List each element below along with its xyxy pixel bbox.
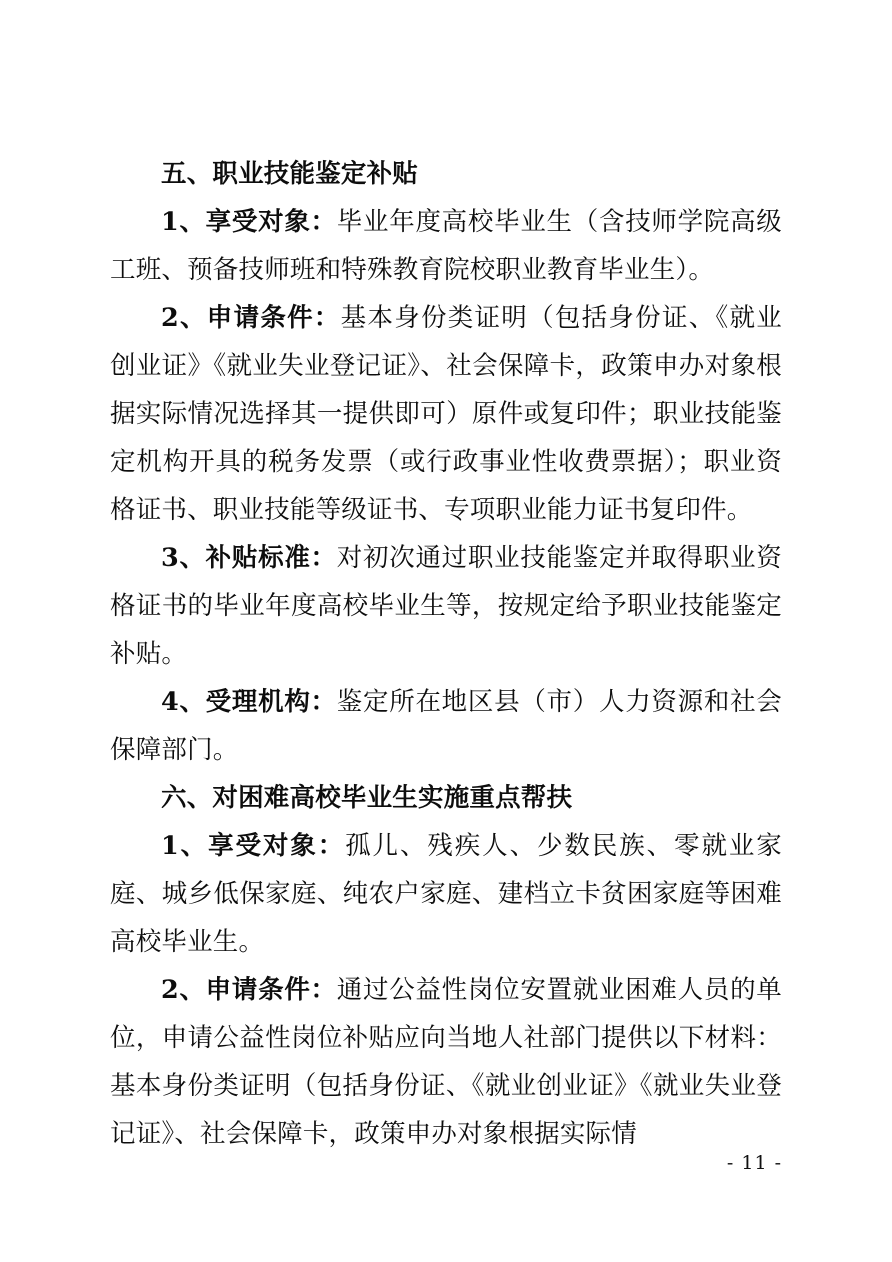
paragraph-text: 毕业年度高校毕业生（含技师学院高级工班、预备技师班和特殊教育院校职业教育毕业生）。: [110, 207, 782, 285]
paragraph-5-2: [110, 294, 782, 534]
paragraph-6-2: [110, 966, 782, 1158]
paragraph-label: 2、申请条件：: [161, 975, 337, 1005]
paragraph-label: 3、补贴标准：: [161, 543, 337, 573]
paragraph-text: 孤儿、残疾人、少数民族、零就业家庭、城乡低保家庭、纯农户家庭、建档立卡贫困家庭等困难高校毕业生。: [110, 831, 782, 957]
paragraph-6-1: [110, 822, 782, 966]
paragraph-5-3: [110, 534, 782, 678]
paragraph-text: 通过公益性岗位安置就业困难人员的单位，申请公益性岗位补贴应向当地人社部门提供以下材料：基本身份类证明（包括身份证、《就业创业证》《就业失业登记证》、社会保障卡，政策申办对象根据实际情: [110, 975, 782, 1149]
paragraph-text: 鉴定所在地区县（市）人力资源和社会保障部门。: [110, 687, 782, 765]
paragraph-text: 对初次通过职业技能鉴定并取得职业资格证书的毕业年度高校毕业生等，按规定给予职业技能鉴定补贴。: [110, 543, 782, 669]
paragraph-label: 2、申请条件：: [161, 303, 341, 333]
page-number: - 11 -: [726, 1152, 782, 1174]
paragraph-label: 1、享受对象：: [161, 207, 337, 237]
paragraph-label: 1、享受对象：: [161, 831, 346, 861]
section-heading-5: 五、职业技能鉴定补贴: [161, 159, 419, 189]
paragraph-label: 4、受理机构：: [161, 687, 337, 717]
section-heading-6: 六、对困难高校毕业生实施重点帮扶: [161, 783, 573, 813]
paragraph-5-1: [110, 198, 782, 294]
paragraph-text: 基本身份类证明（包括身份证、《就业创业证》《就业失业登记证》、社会保障卡，政策申办对象根据实际情况选择其一提供即可）原件或复印件；职业技能鉴定机构开具的税务发票（或行政事业性收费票据）；职业资格证书、职业技能等级证书、专项职业能力证书复印件。: [110, 303, 782, 525]
document-body: [110, 150, 782, 1158]
paragraph-5-4: [110, 678, 782, 774]
